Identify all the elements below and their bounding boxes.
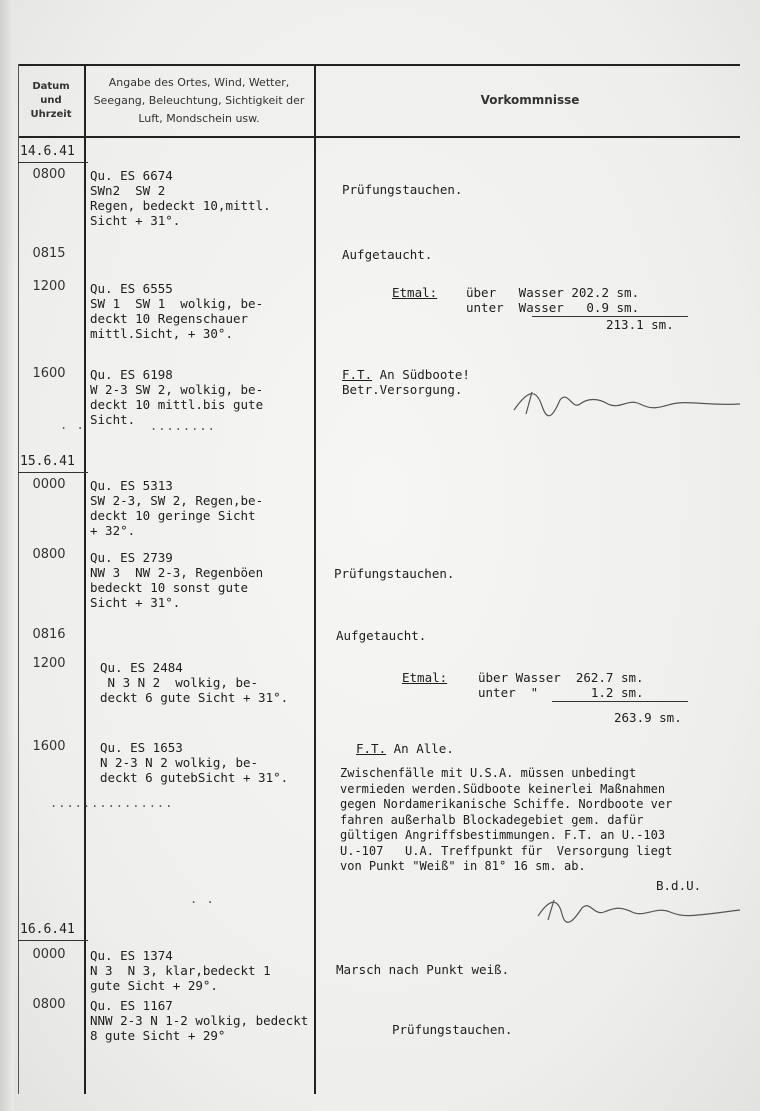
top-rule xyxy=(18,64,740,66)
entry-location: Qu. ES 1167 NNW 2-3 N 1-2 wolkig, bedeckt 8 gute Sicht + 29° xyxy=(90,998,309,1043)
etmal-sum-line xyxy=(552,701,688,702)
entry-location: Qu. ES 1653 N 2-3 N 2 wolkig, be- deckt 6 gutebSicht + 31°. xyxy=(100,740,289,785)
header-date-line1: Datum xyxy=(32,81,70,92)
entry-time: 0000 xyxy=(32,477,66,492)
etmal-label: Etmal: xyxy=(402,670,448,685)
entry-time: 0816 xyxy=(32,627,66,642)
header-location-column: Angabe des Ortes, Wind, Wetter, Seegang, Beleuchtung, Sichtigkeit der Luft, Mondschein usw. xyxy=(93,76,305,125)
etmal-row: unter " 1.2 sm. xyxy=(478,685,644,700)
ft-label: F.T. xyxy=(356,741,387,756)
header-events-column: Vorkommnisse xyxy=(480,93,580,107)
entry-time: 1600 xyxy=(32,739,66,754)
entry-event: Aufgetaucht. xyxy=(342,247,433,262)
entry-location: Qu. ES 6674 SWn2 SW 2 Regen, bedeckt 10,mittl. Sicht + 31°. xyxy=(90,168,271,228)
entry-time: 0800 xyxy=(32,997,66,1012)
entry-event: Aufgetaucht. xyxy=(336,628,427,643)
etmal-row: über Wasser 202.2 sm. xyxy=(466,285,640,300)
etmal-total: 213.1 sm. xyxy=(606,317,674,332)
entry-location: Qu. ES 2484 N 3 N 2 wolkig, be- deckt 6 gute Sicht + 31°. xyxy=(100,660,289,705)
etmal-row: unter Wasser 0.9 sm. xyxy=(466,300,640,315)
entry-event: Prüfungstauchen. xyxy=(392,1022,513,1037)
header-date-line3: Uhrzeit xyxy=(30,109,72,120)
radio-message-body: Zwischenfälle mit U.S.A. müssen unbedingt vermieden werden.Südboote keinerlei Maßnahmen gegen Nordamerikanische Schiffe. Nordboote ver fahren außerhalb Blockadegebiet gem. dafür gültigen Angriffsbestimmungen. F.T. an U.-103 U.-107 U.A. Treffpunkt für Versorgung liegt von Punkt "Weiß" in 81° 16 sm. ab. xyxy=(340,766,673,873)
separator-dots: . . xyxy=(60,418,85,432)
entry-location: Qu. ES 6555 SW 1 SW 1 wolkig, be- deckt 10 Regenschauer mittl.Sicht, + 30°. xyxy=(90,281,264,341)
ft-label: F.T. xyxy=(342,367,373,382)
separator-dots: ............... xyxy=(50,796,174,810)
entry-time: 1600 xyxy=(32,366,66,381)
entry-time: 1200 xyxy=(32,656,66,671)
entry-location: Qu. ES 2739 NW 3 NW 2-3, Regenböen bedeckt 10 sonst gute Sicht + 31°. xyxy=(90,550,264,610)
entry-time: 0815 xyxy=(32,246,66,261)
date-underline xyxy=(18,940,88,941)
date-underline xyxy=(18,472,88,473)
date-heading: 14.6.41 xyxy=(20,144,75,159)
signature-scribble xyxy=(532,894,746,924)
header-bottom-rule xyxy=(18,136,740,138)
signature-scribble xyxy=(508,384,748,420)
location-column-divider xyxy=(314,64,316,1094)
header-date-line2: und xyxy=(40,95,62,106)
separator-dots: ........ xyxy=(150,419,216,433)
date-underline xyxy=(18,162,88,163)
entry-event xyxy=(356,741,454,756)
entry-event: Marsch nach Punkt weiß. xyxy=(336,962,510,977)
entry-time: 0800 xyxy=(32,167,66,182)
signer-label: B.d.U. xyxy=(656,878,702,893)
ft-text: An Südboote! Betr.Versorgung. xyxy=(342,367,470,397)
binding-edge xyxy=(0,0,14,1111)
etmal-row: über Wasser 262.7 sm. xyxy=(478,670,644,685)
date-heading: 15.6.41 xyxy=(20,454,75,469)
entry-event: Prüfungstauchen. xyxy=(334,566,455,581)
entry-time: 0800 xyxy=(32,547,66,562)
date-heading: 16.6.41 xyxy=(20,922,75,937)
header-date-column xyxy=(20,80,82,122)
entry-location: Qu. ES 5313 SW 2-3, SW 2, Regen,be- deckt 10 geringe Sicht + 32°. xyxy=(90,478,264,538)
etmal-total: 263.9 sm. xyxy=(614,710,682,725)
entry-location: Qu. ES 6198 W 2-3 SW 2, wolkig, be- deckt 10 mittl.bis gute Sicht. xyxy=(90,367,264,427)
etmal-label: Etmal: xyxy=(392,285,438,300)
ft-text: An Alle. xyxy=(386,741,454,756)
entry-time: 1200 xyxy=(32,279,66,294)
entry-event: Prüfungstauchen. xyxy=(342,182,463,197)
entry-event xyxy=(342,367,470,397)
entry-time: 0000 xyxy=(32,947,66,962)
separator-dots: . . xyxy=(190,892,215,906)
entry-location: Qu. ES 1374 N 3 N 3, klar,bedeckt 1 gute Sicht + 29°. xyxy=(90,948,271,993)
